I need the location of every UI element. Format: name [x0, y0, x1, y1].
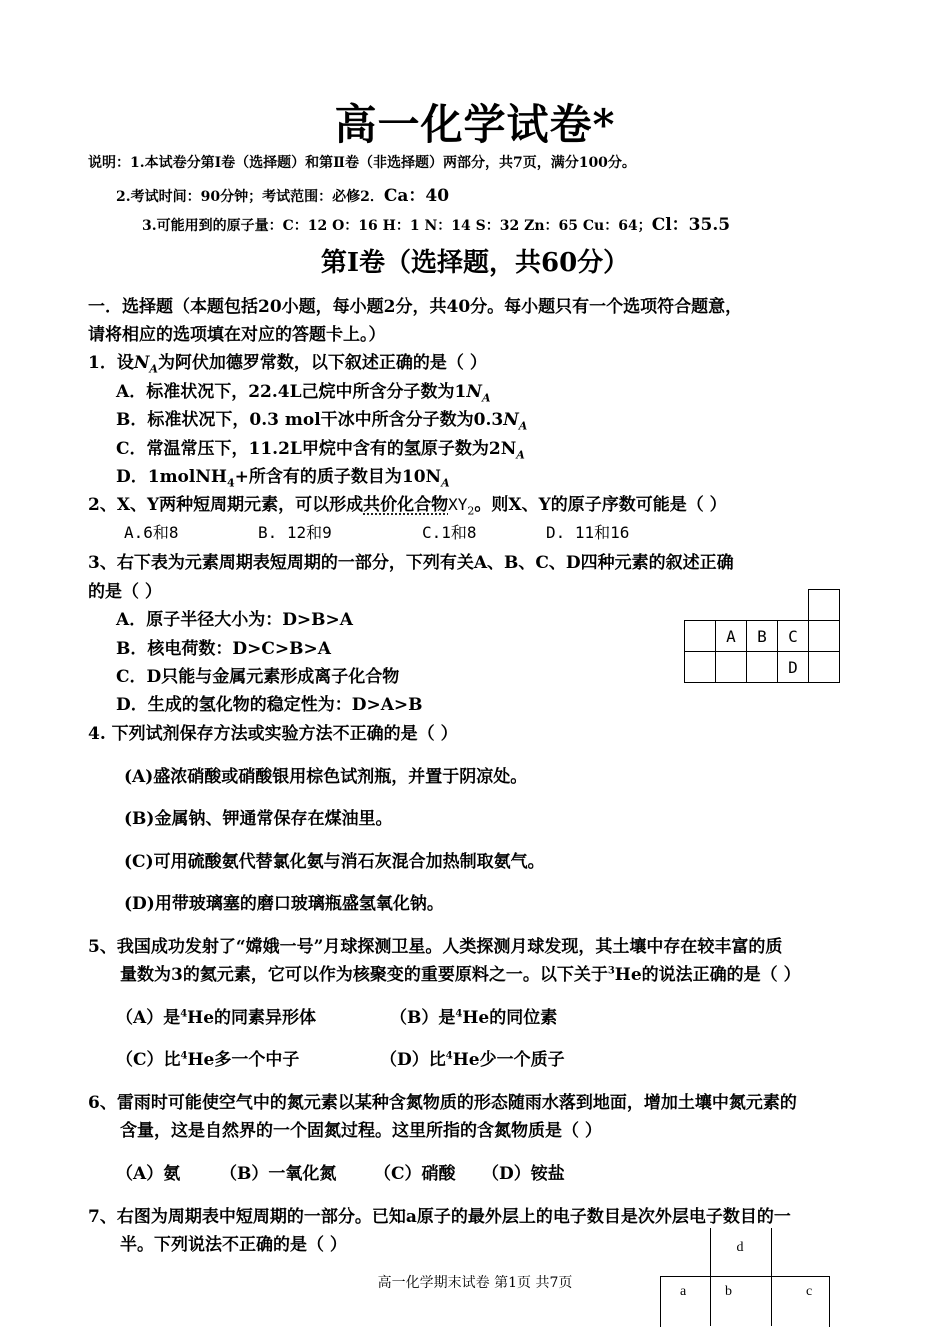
q2-option-c: C.1和8	[422, 523, 477, 542]
note-line-1: 说明：1.本试卷分第Ⅰ卷（选择题）和第Ⅱ卷（非选择题）两部分，共7页，满分100分。	[88, 155, 636, 171]
q3-cell-a: A	[716, 621, 747, 652]
q5-option-a-sup: 4	[180, 1008, 188, 1020]
q6-option-a: （A）氨	[116, 1164, 181, 1184]
q6-option-c: （C）硝酸	[374, 1164, 456, 1184]
q1-option-d	[116, 462, 450, 489]
part1-line-2: 请将相应的选项填在对应的答题卡上。）	[88, 325, 386, 345]
q2-stem-c: 。则X、Y的原子序数可能是（ ）	[474, 495, 727, 515]
q5-option-b-pre: （B）是	[390, 1008, 456, 1028]
q1-option-c-text: C．常温常压下，11.2L甲烷中含有的氢原子数为2N	[116, 439, 517, 459]
q5-option-b-post: He的同位素	[462, 1008, 558, 1028]
page-footer: 高一化学期末试卷 第1页 共7页	[377, 1275, 573, 1291]
q7-stem-2: 半。下列说法不正确的是（ ）	[120, 1235, 347, 1255]
q3-cell-empty	[685, 590, 716, 621]
q1-option-d-text-b: +所含有的质子数目为10N	[234, 467, 442, 487]
q1-option-b-text: B．标准状况下，0.3 mol干冰中所含分子数为0.3	[116, 410, 504, 430]
q2-stem-dotted: 共价化合物	[363, 495, 449, 515]
q2-stem-formula: XY	[448, 495, 468, 514]
q3-cell-blank	[809, 621, 840, 652]
q3-option-b: B．核电荷数：D>C>B>A	[116, 639, 331, 659]
q5-option-a-pre: （A）是	[116, 1008, 181, 1028]
q4-option-c: (C)可用硫酸氨代替氯化氨与消石灰混合加热制取氨气。	[124, 852, 545, 872]
q5-stem-2-b: He的说法正确的是（ ）	[614, 965, 801, 985]
q1-option-c-sub: A	[516, 448, 525, 462]
q5-stem-2-a: 量数为3的氦元素，它可以作为核聚变的重要原料之一。以下关于	[120, 965, 608, 985]
q3-cell-d: D	[778, 652, 809, 683]
part1-line-1: 一．选择题（本题包括20小题，每小题2分，共40分。每小题只有一个选项符合题意，	[88, 297, 743, 317]
q2-stem-sub: 2	[467, 504, 475, 518]
q7-stem-1: 7、右图为周期表中短周期的一部分。已知a原子的最外层上的电子数目是次外层电子数目的一	[88, 1207, 791, 1227]
q1-stem-prefix: 1．设	[88, 353, 134, 373]
q7-cell-c: c	[806, 1284, 813, 1299]
q2-stem	[88, 490, 727, 517]
q2-option-a: A.6和8	[124, 523, 179, 542]
q3-cell-c: C	[778, 621, 809, 652]
q1-option-b-sub: A	[518, 419, 528, 433]
q5-option-c-pre: （C）比	[116, 1050, 181, 1070]
note-line-3	[142, 210, 730, 235]
q3-cell-blank	[685, 652, 716, 683]
q4-stem: 4. 下列试剂保存方法或实验方法不正确的是（ ）	[88, 724, 458, 744]
q7-cell-d: d	[736, 1240, 744, 1255]
q6-option-b: （B）一氧化氮	[220, 1164, 337, 1184]
q5-option-a	[116, 1003, 316, 1028]
note-line-2	[116, 181, 449, 206]
q2-stem-a: 2、X、Y两种短周期元素，可以形成	[88, 495, 364, 515]
q1-stem	[88, 348, 487, 375]
note-line-2-ca: Ca：40	[383, 186, 450, 206]
q3-cell-blank	[747, 652, 778, 683]
q2-option-b: B. 12和9	[258, 523, 332, 542]
q3-cell-b: B	[747, 621, 778, 652]
q5-option-d-pre: （D）比	[380, 1050, 446, 1070]
q5-option-d-sup: 4	[445, 1050, 453, 1062]
q3-periodic-table	[684, 589, 840, 683]
q1-stem-suffix: 为阿伏加德罗常数，以下叙述正确的是（ ）	[157, 353, 487, 373]
q3-cell-blank	[716, 652, 747, 683]
q1-na: N	[133, 353, 150, 373]
q3-option-c: C．D只能与金属元素形成离子化合物	[116, 667, 400, 687]
q5-stem-2	[120, 960, 801, 985]
q2-option-d: D. 11和16	[546, 523, 630, 542]
q4-option-d: (D)用带玻璃塞的磨口玻璃瓶盛氢氧化钠。	[124, 894, 444, 914]
q6-stem-1: 6、雷雨时可能使空气中的氮元素以某种含氮物质的形态随雨水落到地面，增加土壤中氮元素的	[88, 1093, 797, 1113]
q1-option-d-sub4: 4	[226, 476, 235, 490]
q3-option-d: D．生成的氢化物的稳定性为：D>A>B	[116, 695, 423, 715]
q5-option-b	[390, 1003, 557, 1028]
q5-option-d	[380, 1045, 565, 1070]
q5-option-c-sup: 4	[180, 1050, 188, 1062]
q1-option-a-sub: A	[481, 391, 491, 405]
q1-option-b	[116, 405, 527, 432]
q5-stem-1: 5、我国成功发射了“嫦娥一号”月球探测卫星。人类探测月球发现，其土壤中存在较丰富的质	[88, 937, 783, 957]
q1-option-d-sub: A	[441, 476, 450, 490]
q5-stem-sup: 3	[607, 965, 615, 977]
q5-option-c	[116, 1045, 299, 1070]
q4-option-b: (B)金属钠、钾通常保存在煤油里。	[124, 809, 393, 829]
q6-stem-2: 含量，这是自然界的一个固氮过程。这里所指的含氮物质是（ ）	[120, 1121, 602, 1141]
q3-cell-empty	[747, 590, 778, 621]
q4-option-a: (A)盛浓硝酸或硝酸银用棕色试剂瓶，并置于阴凉处。	[124, 767, 528, 787]
q7-cell-b: b	[725, 1284, 732, 1299]
section-title: 第Ⅰ卷（选择题，共60分）	[320, 248, 630, 278]
q6-option-d: （D）铵盐	[482, 1164, 565, 1184]
note-line-3-text: 3.可能用到的原子量：C：12 O：16 H：1 N：14 S：32 Zn：65 Cu：64；	[142, 218, 652, 234]
q3-cell-empty	[778, 590, 809, 621]
q3-cell-blank	[809, 652, 840, 683]
q3-cell-empty	[716, 590, 747, 621]
q5-option-b-sup: 4	[455, 1008, 463, 1020]
q3-stem-2: 的是（ ）	[88, 582, 162, 602]
q3-cell-blank	[685, 621, 716, 652]
q1-option-a-na: N	[466, 382, 482, 402]
note-line-2-text: 2.考试时间：90分钟；考试范围：必修2．	[116, 189, 384, 205]
note-line-3-cl: Cl：35.5	[651, 215, 731, 235]
q1-option-a-text: A．标准状况下，22.4L己烷中所含分子数为1	[116, 382, 467, 402]
q5-option-d-post: He少一个质子	[452, 1050, 565, 1070]
q5-option-c-post: He多一个中子	[187, 1050, 300, 1070]
page-title: 高一化学试卷*	[334, 100, 616, 149]
q5-option-a-post: He的同素异形体	[187, 1008, 317, 1028]
q1-option-a	[116, 377, 490, 404]
q1-option-c	[116, 434, 525, 461]
q1-na-sub: A	[149, 362, 158, 376]
q7-cell-a: a	[680, 1284, 687, 1299]
q1-option-b-na: N	[503, 410, 519, 430]
q3-stem-1: 3、右下表为元素周期表短周期的一部分，下列有关A、B、C、D四种元素的叙述正确	[88, 553, 734, 573]
q3-cell-blank	[809, 590, 840, 621]
q3-option-a: A．原子半径大小为：D>B>A	[116, 610, 353, 630]
q1-option-d-text-a: D．1molNH	[116, 467, 227, 487]
